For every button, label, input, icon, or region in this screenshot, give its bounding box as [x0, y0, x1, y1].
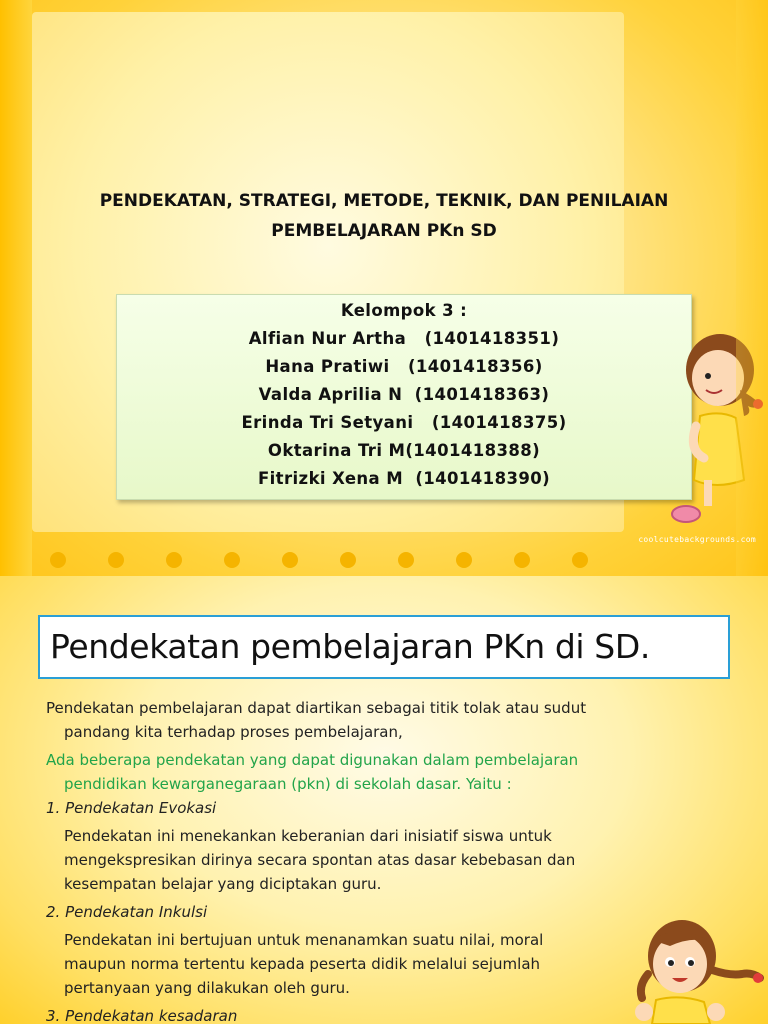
group-heading: Kelompok 3 : [340, 301, 468, 320]
dot [166, 552, 182, 568]
item-1-heading: 1. Pendekatan Evokasi [46, 799, 217, 817]
member-1: Alfian Nur Artha (1401418351) [248, 329, 560, 348]
slide-body [46, 696, 646, 1024]
dot [224, 552, 240, 568]
slide-pendekatan [0, 576, 768, 1024]
presentation-title [60, 186, 708, 246]
group-members-box [116, 294, 692, 500]
member-6: Fitrizki Xena M (1401418390) [257, 469, 551, 488]
item-2-heading: 2. Pendekatan Inkulsi [46, 903, 208, 921]
title-line-1: PENDEKATAN, STRATEGI, METODE, TEKNIK, DAN PENILAIAN [99, 191, 669, 211]
item-1-line-1: Pendekatan ini menekankan keberanian dari inisiatif siswa untuk [64, 827, 552, 845]
member-5: Oktarina Tri M(1401418388) [267, 441, 541, 460]
dot-border [40, 552, 600, 572]
dot [456, 552, 472, 568]
dot [108, 552, 124, 568]
item-1-line-2: mengekspresikan dirinya secara spontan atas dasar kebebasan dan [64, 851, 576, 869]
dot [340, 552, 356, 568]
slide-title: Pendekatan pembelajaran PKn di SD. [50, 627, 650, 666]
intro-line-1: Pendekatan pembelajaran dapat diartikan sebagai titik tolak atau sudut [46, 699, 587, 717]
member-3: Valda Aprilia N (1401418363) [258, 385, 550, 404]
green-line-1: Ada beberapa pendekatan yang dapat digunakan dalam pembelajaran [46, 751, 579, 769]
item-2-line-3: pertanyaan yang dilakukan oleh guru. [64, 979, 350, 997]
item-2-line-2: maupun norma tertentu kepada peserta didik melalui sejumlah [64, 955, 541, 973]
dot [282, 552, 298, 568]
dot [514, 552, 530, 568]
dot [398, 552, 414, 568]
frame-right [736, 0, 768, 576]
member-2: Hana Pratiwi (1401418356) [265, 357, 543, 376]
green-line-2: pendidikan kewarganegaraan (pkn) di sekolah dasar. Yaitu : [64, 775, 512, 793]
frame-left [0, 0, 32, 576]
member-4: Erinda Tri Setyani (1401418375) [241, 413, 567, 432]
dot [50, 552, 66, 568]
item-2-line-1: Pendekatan ini bertujuan untuk menanamkan suatu nilai, moral [64, 931, 544, 949]
dot [572, 552, 588, 568]
title-line-2: PEMBELAJARAN PKn SD [271, 221, 497, 241]
item-3-heading: 3. Pendekatan kesadaran [46, 1007, 238, 1024]
item-1-line-3: kesempatan belajar yang diciptakan guru. [64, 875, 382, 893]
intro-line-2: pandang kita terhadap proses pembelajaran, [64, 723, 403, 741]
cartoon-girl-illustration [630, 916, 768, 1024]
credit-text: coolcutebackgrounds.com [638, 535, 756, 544]
slide-title-box [38, 615, 730, 679]
